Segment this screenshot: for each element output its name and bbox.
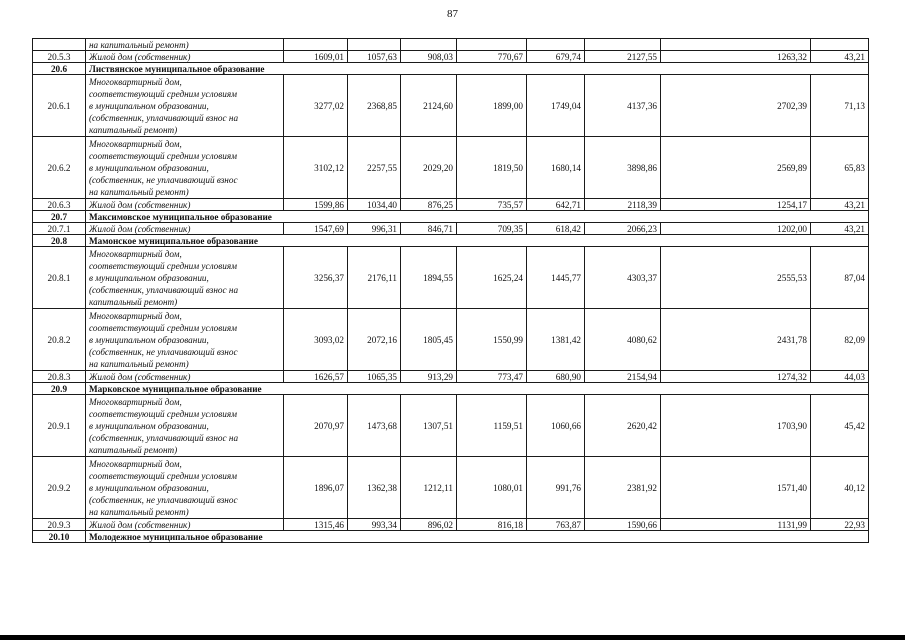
value-cell: 2431,78 bbox=[661, 309, 811, 371]
row-name-line: в муниципальном образовании, bbox=[89, 100, 209, 111]
value-cell: 1749,04 bbox=[527, 75, 585, 137]
value-cell: 43,21 bbox=[811, 199, 869, 211]
value-cell: 2368,85 bbox=[348, 75, 401, 137]
value-cell: 2176,11 bbox=[348, 247, 401, 309]
section-title: Максимовское муниципальное образование bbox=[86, 211, 869, 223]
value-cell: 2127,55 bbox=[585, 51, 661, 63]
row-name: на капитальный ремонт) bbox=[86, 39, 284, 51]
row-name bbox=[86, 223, 284, 235]
value-cell: 2555,53 bbox=[661, 247, 811, 309]
table-row bbox=[33, 223, 869, 235]
value-cell: 618,42 bbox=[527, 223, 585, 235]
table-row bbox=[33, 371, 869, 383]
value-cell: 1034,40 bbox=[348, 199, 401, 211]
row-name bbox=[86, 247, 284, 309]
value-cell: 2072,16 bbox=[348, 309, 401, 371]
row-name-line: в муниципальном образовании, bbox=[89, 162, 209, 173]
row-number: 20.9.2 bbox=[33, 457, 86, 519]
value-cell: 1819,50 bbox=[457, 137, 527, 199]
row-name-line: Жилой дом (собственник) bbox=[89, 519, 191, 530]
row-name-line: соответствующий средним условиям bbox=[89, 470, 237, 481]
row-name-line: (собственник, уплачивающий взнос на bbox=[89, 432, 239, 443]
row-name-line: Жилой дом (собственник) bbox=[89, 199, 191, 210]
value-cell: 679,74 bbox=[527, 51, 585, 63]
section-row bbox=[33, 383, 869, 395]
value-cell bbox=[811, 39, 869, 51]
row-number bbox=[33, 39, 86, 51]
row-number: 20.8.1 bbox=[33, 247, 86, 309]
value-cell: 1159,51 bbox=[457, 395, 527, 457]
value-cell bbox=[585, 39, 661, 51]
section-title: Марковское муниципальное образование bbox=[86, 383, 869, 395]
section-number: 20.7 bbox=[33, 211, 86, 223]
value-cell: 993,34 bbox=[348, 519, 401, 531]
value-cell: 2066,23 bbox=[585, 223, 661, 235]
row-number: 20.6.1 bbox=[33, 75, 86, 137]
row-number: 20.5.3 bbox=[33, 51, 86, 63]
row-name-line: в муниципальном образовании, bbox=[89, 482, 209, 493]
value-cell: 709,35 bbox=[457, 223, 527, 235]
value-cell: 1202,00 bbox=[661, 223, 811, 235]
value-cell: 22,93 bbox=[811, 519, 869, 531]
value-cell: 3102,12 bbox=[284, 137, 348, 199]
value-cell: 770,67 bbox=[457, 51, 527, 63]
row-name-line: на капитальный ремонт) bbox=[89, 358, 189, 369]
row-name bbox=[86, 199, 284, 211]
value-cell: 680,90 bbox=[527, 371, 585, 383]
row-name-line: (собственник, не уплачивающий взнос bbox=[89, 346, 238, 357]
value-cell: 1315,46 bbox=[284, 519, 348, 531]
row-name-line: Многоквартирный дом, bbox=[89, 138, 182, 149]
table-row bbox=[33, 309, 869, 371]
value-cell: 43,21 bbox=[811, 51, 869, 63]
row-name bbox=[86, 309, 284, 371]
value-cell bbox=[457, 39, 527, 51]
value-cell: 913,29 bbox=[401, 371, 457, 383]
table-row bbox=[33, 51, 869, 63]
value-cell: 876,25 bbox=[401, 199, 457, 211]
value-cell: 71,13 bbox=[811, 75, 869, 137]
value-cell: 908,03 bbox=[401, 51, 457, 63]
value-cell: 2029,20 bbox=[401, 137, 457, 199]
value-cell: 1550,99 bbox=[457, 309, 527, 371]
row-name-line: в муниципальном образовании, bbox=[89, 420, 209, 431]
row-name-line: в муниципальном образовании, bbox=[89, 334, 209, 345]
row-name-line: Жилой дом (собственник) bbox=[89, 51, 191, 62]
value-cell: 1896,07 bbox=[284, 457, 348, 519]
table-row bbox=[33, 395, 869, 457]
row-name-line: соответствующий средним условиям bbox=[89, 150, 237, 161]
table-row bbox=[33, 75, 869, 137]
table-row bbox=[33, 39, 869, 51]
row-name-line: на капитальный ремонт) bbox=[89, 186, 189, 197]
value-cell: 45,42 bbox=[811, 395, 869, 457]
value-cell bbox=[527, 39, 585, 51]
value-cell: 3093,02 bbox=[284, 309, 348, 371]
value-cell: 1381,42 bbox=[527, 309, 585, 371]
value-cell: 1571,40 bbox=[661, 457, 811, 519]
scan-edge bbox=[0, 635, 905, 640]
table-row bbox=[33, 247, 869, 309]
value-cell bbox=[348, 39, 401, 51]
row-name-line: (собственник, не уплачивающий взнос bbox=[89, 174, 238, 185]
value-cell: 2154,94 bbox=[585, 371, 661, 383]
value-cell: 1894,55 bbox=[401, 247, 457, 309]
value-cell: 65,83 bbox=[811, 137, 869, 199]
row-name-line: Жилой дом (собственник) bbox=[89, 223, 191, 234]
value-cell: 1805,45 bbox=[401, 309, 457, 371]
value-cell: 2257,55 bbox=[348, 137, 401, 199]
value-cell: 2070,97 bbox=[284, 395, 348, 457]
section-title: Листвянское муниципальное образование bbox=[86, 63, 869, 75]
section-title: Молодежное муниципальное образование bbox=[86, 531, 869, 543]
row-number: 20.7.1 bbox=[33, 223, 86, 235]
row-name-line: соответствующий средним условиям bbox=[89, 260, 237, 271]
value-cell: 3898,86 bbox=[585, 137, 661, 199]
value-cell: 2569,89 bbox=[661, 137, 811, 199]
value-cell bbox=[401, 39, 457, 51]
value-cell: 735,57 bbox=[457, 199, 527, 211]
row-number: 20.8.2 bbox=[33, 309, 86, 371]
table-row bbox=[33, 137, 869, 199]
row-name bbox=[86, 371, 284, 383]
row-number: 20.6.2 bbox=[33, 137, 86, 199]
row-name-line: капитальный ремонт) bbox=[89, 124, 178, 135]
value-cell: 2702,39 bbox=[661, 75, 811, 137]
row-name bbox=[86, 137, 284, 199]
page-number: 87 bbox=[447, 8, 458, 20]
value-cell: 1057,63 bbox=[348, 51, 401, 63]
value-cell: 1680,14 bbox=[527, 137, 585, 199]
row-number: 20.9.1 bbox=[33, 395, 86, 457]
value-cell: 1590,66 bbox=[585, 519, 661, 531]
value-cell: 1626,57 bbox=[284, 371, 348, 383]
row-name-line: (собственник, уплачивающий взнос на bbox=[89, 112, 239, 123]
table-row bbox=[33, 199, 869, 211]
row-name bbox=[86, 51, 284, 63]
value-cell: 1625,24 bbox=[457, 247, 527, 309]
value-cell: 642,71 bbox=[527, 199, 585, 211]
row-number: 20.6.3 bbox=[33, 199, 86, 211]
row-name-line: Многоквартирный дом, bbox=[89, 310, 182, 321]
row-name-line: соответствующий средним условиям bbox=[89, 408, 237, 419]
value-cell: 763,87 bbox=[527, 519, 585, 531]
value-cell: 1254,17 bbox=[661, 199, 811, 211]
value-cell: 2124,60 bbox=[401, 75, 457, 137]
row-number: 20.9.3 bbox=[33, 519, 86, 531]
row-name-line: Многоквартирный дом, bbox=[89, 396, 182, 407]
value-cell: 44,03 bbox=[811, 371, 869, 383]
value-cell: 1362,38 bbox=[348, 457, 401, 519]
row-name-line: Многоквартирный дом, bbox=[89, 458, 182, 469]
value-cell: 816,18 bbox=[457, 519, 527, 531]
value-cell: 1131,99 bbox=[661, 519, 811, 531]
value-cell: 2118,39 bbox=[585, 199, 661, 211]
value-cell: 846,71 bbox=[401, 223, 457, 235]
value-cell: 991,76 bbox=[527, 457, 585, 519]
value-cell: 87,04 bbox=[811, 247, 869, 309]
value-cell: 1703,90 bbox=[661, 395, 811, 457]
row-name-line: (собственник, уплачивающий взнос на bbox=[89, 284, 239, 295]
row-name bbox=[86, 75, 284, 137]
row-name-line: Многоквартирный дом, bbox=[89, 76, 182, 87]
section-row bbox=[33, 63, 869, 75]
value-cell: 82,09 bbox=[811, 309, 869, 371]
value-cell: 4303,37 bbox=[585, 247, 661, 309]
row-name-line: на капитальный ремонт) bbox=[89, 506, 189, 517]
value-cell: 3277,02 bbox=[284, 75, 348, 137]
section-title: Мамонское муниципальное образование bbox=[86, 235, 869, 247]
row-name-line: (собственник, не уплачивающий взнос bbox=[89, 494, 238, 505]
value-cell: 2620,42 bbox=[585, 395, 661, 457]
row-name bbox=[86, 395, 284, 457]
value-cell: 4080,62 bbox=[585, 309, 661, 371]
value-cell: 1080,01 bbox=[457, 457, 527, 519]
row-name-line: капитальный ремонт) bbox=[89, 444, 178, 455]
value-cell: 1899,00 bbox=[457, 75, 527, 137]
value-cell: 43,21 bbox=[811, 223, 869, 235]
section-number: 20.9 bbox=[33, 383, 86, 395]
value-cell: 40,12 bbox=[811, 457, 869, 519]
section-row bbox=[33, 531, 869, 543]
value-cell bbox=[284, 39, 348, 51]
table-row bbox=[33, 457, 869, 519]
value-cell: 1060,66 bbox=[527, 395, 585, 457]
section-row bbox=[33, 235, 869, 247]
section-number: 20.10 bbox=[33, 531, 86, 543]
row-name-line: Многоквартирный дом, bbox=[89, 248, 182, 259]
value-cell: 3256,37 bbox=[284, 247, 348, 309]
row-name bbox=[86, 457, 284, 519]
value-cell: 1212,11 bbox=[401, 457, 457, 519]
row-name-line: соответствующий средним условиям bbox=[89, 88, 237, 99]
value-cell: 773,47 bbox=[457, 371, 527, 383]
value-cell bbox=[661, 39, 811, 51]
value-cell: 996,31 bbox=[348, 223, 401, 235]
value-cell: 4137,36 bbox=[585, 75, 661, 137]
value-cell: 1445,77 bbox=[527, 247, 585, 309]
section-number: 20.6 bbox=[33, 63, 86, 75]
section-number: 20.8 bbox=[33, 235, 86, 247]
value-cell: 2381,92 bbox=[585, 457, 661, 519]
row-number: 20.8.3 bbox=[33, 371, 86, 383]
row-name-line: Жилой дом (собственник) bbox=[89, 371, 191, 382]
table-row bbox=[33, 519, 869, 531]
value-cell: 1609,01 bbox=[284, 51, 348, 63]
value-cell: 1547,69 bbox=[284, 223, 348, 235]
row-name-line: соответствующий средним условиям bbox=[89, 322, 237, 333]
row-name bbox=[86, 519, 284, 531]
section-row bbox=[33, 211, 869, 223]
value-cell: 1274,32 bbox=[661, 371, 811, 383]
tariff-table bbox=[32, 38, 869, 543]
value-cell: 1599,86 bbox=[284, 199, 348, 211]
value-cell: 896,02 bbox=[401, 519, 457, 531]
value-cell: 1473,68 bbox=[348, 395, 401, 457]
value-cell: 1307,51 bbox=[401, 395, 457, 457]
row-name-line: капитальный ремонт) bbox=[89, 296, 178, 307]
value-cell: 1263,32 bbox=[661, 51, 811, 63]
value-cell: 1065,35 bbox=[348, 371, 401, 383]
row-name-line: в муниципальном образовании, bbox=[89, 272, 209, 283]
